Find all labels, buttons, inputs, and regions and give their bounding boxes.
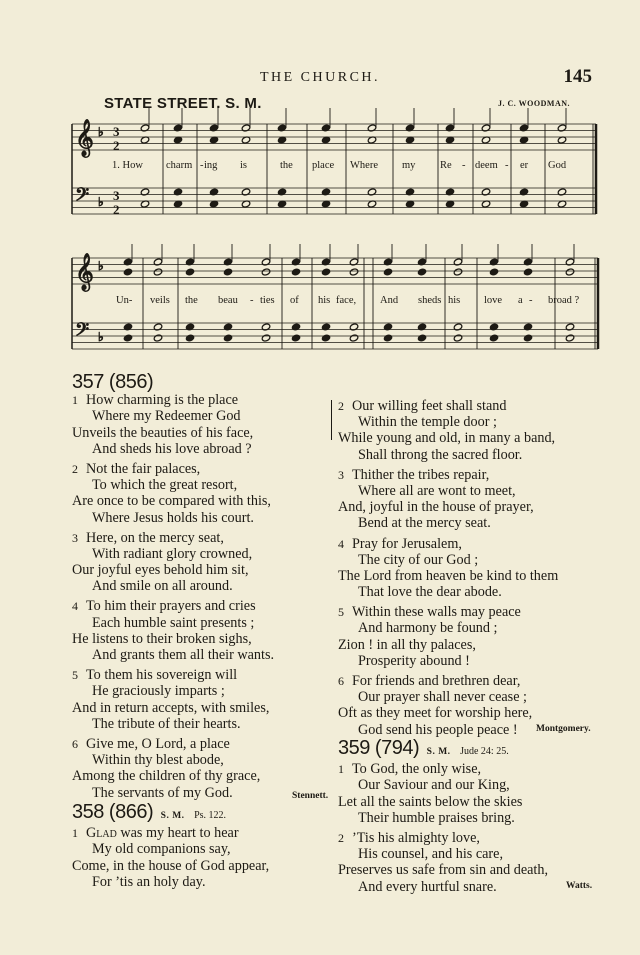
lyric-syllable: beau bbox=[218, 295, 238, 306]
note-head bbox=[383, 268, 392, 276]
verse-text: Are once to be compared with this, bbox=[72, 493, 271, 510]
tune-name: STATE STREET. S. M. bbox=[104, 95, 262, 112]
verse-text: Each humble saint presents ; bbox=[92, 614, 255, 631]
verse-text: Thither the tribes repair, bbox=[352, 466, 490, 483]
stanza-number: 4 bbox=[72, 599, 78, 614]
verse-text: Prosperity abound ! bbox=[358, 652, 470, 669]
verse-line bbox=[72, 736, 332, 752]
verse-text: And sheds his love abroad ? bbox=[92, 440, 252, 457]
stanza-number: 1 bbox=[72, 826, 78, 841]
verse-text: How charming is the place bbox=[86, 392, 239, 409]
verse-line bbox=[72, 716, 332, 732]
lyric-syllable: er bbox=[520, 160, 529, 171]
note-head bbox=[261, 334, 270, 342]
stanza-number: 5 bbox=[72, 668, 78, 683]
music-score bbox=[0, 0, 640, 360]
lyric-syllable: ties bbox=[260, 295, 275, 306]
verse-line bbox=[72, 562, 332, 578]
verse-line bbox=[338, 653, 598, 669]
verse-line bbox=[338, 584, 598, 600]
verse-text: To which the great resort, bbox=[92, 477, 238, 494]
verse-line bbox=[72, 441, 332, 457]
verse-line bbox=[338, 705, 598, 721]
verse-text: Our Saviour and our King, bbox=[358, 777, 510, 794]
verse-line bbox=[72, 493, 332, 509]
note-head bbox=[321, 334, 330, 342]
verse-line bbox=[338, 830, 598, 846]
verse-line bbox=[72, 874, 332, 890]
flat-icon: ♭ bbox=[98, 195, 104, 209]
verse-text: And grants them all their wants. bbox=[92, 647, 275, 664]
verse-line bbox=[72, 546, 332, 562]
stanza bbox=[338, 604, 598, 669]
time-sig-top-bass: 3 bbox=[113, 188, 120, 203]
verse-line bbox=[72, 477, 332, 493]
verse-line bbox=[338, 879, 598, 895]
verse-text: To God, the only wise, bbox=[352, 761, 482, 778]
lyric-syllable: broad ? bbox=[548, 295, 580, 306]
note-head bbox=[417, 268, 426, 276]
verse-text: Shall throng the sacred floor. bbox=[358, 446, 523, 463]
verse-line bbox=[338, 794, 598, 810]
note-head bbox=[123, 334, 132, 342]
time-sig-bottom-bass: 2 bbox=[113, 202, 120, 217]
verse-line bbox=[338, 846, 598, 862]
flat-icon: ♭ bbox=[98, 125, 104, 139]
lyric-syllable: his bbox=[448, 295, 461, 306]
verse-text: was my heart to hear bbox=[120, 825, 239, 842]
hymn-357-stanzas bbox=[72, 392, 332, 801]
verse-text: And every hurtful snare. bbox=[358, 878, 497, 895]
stanza bbox=[338, 467, 598, 532]
verse-text: Within the temple door ; bbox=[358, 414, 497, 431]
verse-text: Where Jesus holds his court. bbox=[92, 509, 254, 526]
hymn-357-left bbox=[72, 371, 332, 805]
lyric-syllable: my bbox=[402, 160, 416, 171]
verse-line bbox=[72, 825, 332, 841]
verse-line bbox=[338, 447, 598, 463]
note-head bbox=[349, 268, 358, 276]
author-watts: Watts. bbox=[566, 881, 593, 891]
verse-line bbox=[338, 637, 598, 653]
stanza-number: 2 bbox=[72, 461, 78, 476]
verse-text: Not the fair palaces, bbox=[86, 460, 201, 477]
verse-text: Come, in the house of God appear, bbox=[72, 857, 270, 874]
composer: J. C. WOODMAN. bbox=[498, 99, 570, 108]
hymn-358-ref: Ps. 122. bbox=[194, 810, 227, 821]
note-head bbox=[321, 268, 330, 276]
author-stennett: Stennett. bbox=[292, 791, 329, 801]
lyric-syllable: face, bbox=[336, 295, 357, 306]
verse-text: Our joyful eyes behold him sit, bbox=[72, 562, 249, 579]
verse-text: Among the children of thy grace, bbox=[72, 768, 261, 785]
verse-line bbox=[338, 604, 598, 620]
hymn-number-359: 359 (794) bbox=[338, 737, 420, 759]
flat-icon: ♭ bbox=[98, 259, 104, 273]
time-sig-top-treble: 3 bbox=[113, 124, 120, 139]
verse-line bbox=[338, 862, 598, 878]
stanza bbox=[72, 598, 332, 663]
verse-text: Pray for Jerusalem, bbox=[352, 535, 462, 552]
verse-line bbox=[338, 414, 598, 430]
hymn-358-stanza bbox=[72, 825, 332, 890]
verse-line bbox=[338, 568, 598, 584]
lyric-syllable: sheds bbox=[418, 295, 442, 306]
stanza bbox=[72, 392, 332, 457]
verse-text: While young and old, in many a band, bbox=[338, 430, 556, 447]
stanza bbox=[338, 761, 598, 826]
verse-text: Zion ! in all thy palaces, bbox=[338, 636, 476, 653]
hymn-359-stanzas bbox=[338, 761, 598, 895]
note-head bbox=[223, 334, 232, 342]
verse-text: With radiant glory crowned, bbox=[92, 545, 253, 562]
hymn-359 bbox=[338, 737, 598, 899]
note-head bbox=[383, 334, 392, 342]
note-head bbox=[261, 268, 270, 276]
hymn-359-meter: S. M. bbox=[426, 747, 451, 757]
time-sig-bottom-treble: 2 bbox=[113, 138, 120, 153]
verse-line bbox=[72, 408, 332, 424]
verse-line bbox=[72, 461, 332, 477]
stanza bbox=[72, 530, 332, 595]
stanza-number: 3 bbox=[72, 530, 78, 545]
verse-text: Within thy blest abode, bbox=[92, 752, 224, 769]
verse-line bbox=[338, 536, 598, 552]
stanza-number: 4 bbox=[338, 536, 344, 551]
note-head bbox=[489, 334, 498, 342]
lyric-syllable: - bbox=[529, 295, 533, 306]
verse-text: God send his people peace ! bbox=[358, 721, 518, 738]
verse-text: He listens to their broken sighs, bbox=[72, 630, 252, 647]
verse-line bbox=[72, 425, 332, 441]
verse-text: To them his sovereign will bbox=[86, 667, 238, 684]
stanza bbox=[338, 536, 598, 601]
verse-line bbox=[338, 689, 598, 705]
note-head bbox=[223, 268, 232, 276]
stanza-number: 3 bbox=[338, 467, 344, 482]
lyric-syllable: of bbox=[290, 295, 299, 306]
verse-text: And smile on all around. bbox=[92, 578, 233, 595]
lyric-syllable: 1. How bbox=[112, 160, 143, 171]
hymn-358 bbox=[72, 801, 332, 890]
verse-line bbox=[72, 647, 332, 663]
lyric-syllable: - bbox=[462, 160, 466, 171]
verse-text: For ’tis an holy day. bbox=[92, 873, 206, 890]
verse-line bbox=[72, 841, 332, 857]
verse-text: He graciously imparts ; bbox=[92, 683, 225, 700]
hymn-357-right bbox=[338, 398, 598, 742]
note-head bbox=[185, 268, 194, 276]
stanza bbox=[338, 830, 598, 895]
stanza-number: 6 bbox=[338, 674, 344, 688]
hymn-358-meter: S. M. bbox=[160, 811, 185, 821]
verse-line bbox=[338, 810, 598, 826]
lyric-syllable: deem bbox=[475, 160, 498, 171]
running-title: THE CHURCH. bbox=[259, 70, 381, 85]
stanza-number: 1 bbox=[338, 762, 344, 777]
column-rule bbox=[331, 400, 332, 440]
verse-text: Bend at the mercy seat. bbox=[358, 515, 491, 532]
lyric-syllable: Un- bbox=[116, 295, 133, 306]
verse-line bbox=[338, 761, 598, 777]
verse-text: Give me, O Lord, a place bbox=[86, 735, 230, 752]
note-head bbox=[565, 334, 574, 342]
verse-text: The tribute of their hearts. bbox=[92, 715, 241, 732]
stanza-number: 5 bbox=[338, 605, 344, 620]
verse-text: For friends and brethren dear, bbox=[352, 673, 521, 689]
verse-line bbox=[338, 777, 598, 793]
verse-text: ’Tis his almighty love, bbox=[352, 829, 480, 846]
note-head bbox=[291, 334, 300, 342]
verse-text: And, joyful in the house of prayer, bbox=[338, 499, 534, 516]
verse-text: Here, on the mercy seat, bbox=[86, 529, 224, 546]
author-montgomery: Montgomery. bbox=[536, 724, 591, 734]
verse-line bbox=[72, 683, 332, 699]
verse-text: The city of our God ; bbox=[358, 551, 479, 568]
note-head bbox=[453, 334, 462, 342]
lyric-syllable: And bbox=[380, 295, 399, 306]
verse-line bbox=[338, 673, 598, 689]
note-head bbox=[349, 334, 358, 342]
lyric-syllable: Re bbox=[440, 160, 452, 171]
verse-text: The servants of my God. bbox=[92, 784, 233, 801]
lyric-syllable: - bbox=[250, 295, 254, 306]
verse-text: And in return accepts, with smiles, bbox=[72, 699, 270, 716]
lyric-syllable: God bbox=[548, 160, 567, 171]
verse-text: That love the dear abode. bbox=[358, 584, 502, 601]
verse-text: Preserves us safe from sin and death, bbox=[338, 862, 548, 879]
note-head bbox=[523, 334, 532, 342]
verse-line bbox=[72, 530, 332, 546]
verse-line bbox=[338, 499, 598, 515]
note-head bbox=[153, 268, 162, 276]
stanza bbox=[72, 461, 332, 526]
stanza-number: 2 bbox=[338, 830, 344, 845]
lyric-syllable: place bbox=[312, 160, 335, 171]
hymn-357-continued bbox=[338, 398, 598, 738]
lyric-syllable: ing bbox=[204, 160, 218, 171]
lyric-syllable: the bbox=[185, 295, 198, 306]
lyric-syllable: Where bbox=[350, 160, 378, 171]
verse-line bbox=[338, 398, 598, 414]
verse-line bbox=[338, 483, 598, 499]
lyric-syllable: charm bbox=[166, 160, 193, 171]
verse-text: To him their prayers and cries bbox=[86, 598, 256, 615]
verse-text: Where all are wont to meet, bbox=[358, 482, 516, 499]
verse-text: Their humble praises bring. bbox=[358, 809, 515, 826]
verse-line bbox=[338, 430, 598, 446]
verse-line bbox=[72, 858, 332, 874]
verse-line bbox=[338, 620, 598, 636]
verse-line bbox=[72, 631, 332, 647]
note-head bbox=[565, 268, 574, 276]
verse-text: Our prayer shall never cease ; bbox=[358, 689, 527, 706]
lyric-syllable: is bbox=[240, 160, 248, 171]
hymn-359-ref: Jude 24: 25. bbox=[460, 746, 509, 757]
lyric-syllable: a bbox=[518, 295, 523, 306]
note-head bbox=[185, 334, 194, 342]
note-head bbox=[489, 268, 498, 276]
verse-text: Within these walls may peace bbox=[352, 604, 521, 621]
hymn-number-357: 357 (856) bbox=[72, 371, 154, 393]
lyric-syllable: the bbox=[280, 160, 293, 171]
verse-text: Where my Redeemer God bbox=[92, 408, 241, 425]
verse-text: My old companions say, bbox=[92, 841, 231, 858]
verse-line bbox=[72, 752, 332, 768]
verse-line bbox=[72, 578, 332, 594]
lyric-syllable: - bbox=[200, 160, 204, 171]
verse-line bbox=[72, 598, 332, 614]
verse-line bbox=[72, 615, 332, 631]
bass-clef-icon: 𝄢 bbox=[75, 320, 90, 345]
hymn-number-358: 358 (866) bbox=[72, 801, 154, 823]
verse-text: Let all the saints below the skies bbox=[338, 793, 523, 810]
stanza-number: 2 bbox=[338, 399, 344, 413]
verse-text: And harmony be found ; bbox=[358, 620, 498, 637]
note-head bbox=[453, 268, 462, 276]
verse-line bbox=[338, 552, 598, 568]
verse-line bbox=[338, 467, 598, 483]
lyric-syllable: his bbox=[318, 295, 331, 306]
lyric-syllable: love bbox=[484, 295, 503, 306]
treble-clef-icon: 𝄞 bbox=[75, 118, 94, 156]
note-head bbox=[523, 268, 532, 276]
verse-text: Oft as they meet for worship here, bbox=[338, 705, 533, 722]
stanza-number: 1 bbox=[72, 393, 78, 408]
treble-clef-icon: 𝄞 bbox=[75, 252, 94, 290]
flat-icon: ♭ bbox=[98, 330, 104, 344]
verse-line bbox=[72, 392, 332, 408]
drop-word: Glad bbox=[86, 825, 121, 842]
stanza bbox=[338, 398, 598, 463]
note-head bbox=[123, 268, 132, 276]
page-number: 145 bbox=[563, 66, 592, 87]
verse-line bbox=[72, 768, 332, 784]
verse-line bbox=[72, 510, 332, 526]
verse-line bbox=[338, 515, 598, 531]
verse-text: Unveils the beauties of his face, bbox=[72, 424, 254, 441]
verse-text: The Lord from heaven be kind to them bbox=[338, 567, 559, 584]
lyric-syllable: veils bbox=[150, 295, 170, 306]
verse-text: His counsel, and his care, bbox=[358, 846, 503, 863]
note-head bbox=[291, 268, 300, 276]
stanza bbox=[72, 667, 332, 732]
stanza-number: 6 bbox=[72, 736, 78, 751]
verse-text: Our willing feet shall stand bbox=[352, 398, 507, 414]
bass-clef-icon: 𝄢 bbox=[75, 185, 90, 210]
lyric-syllable: - bbox=[505, 160, 509, 171]
verse-line bbox=[72, 667, 332, 683]
note-head bbox=[417, 334, 426, 342]
note-head bbox=[153, 334, 162, 342]
verse-line bbox=[72, 700, 332, 716]
